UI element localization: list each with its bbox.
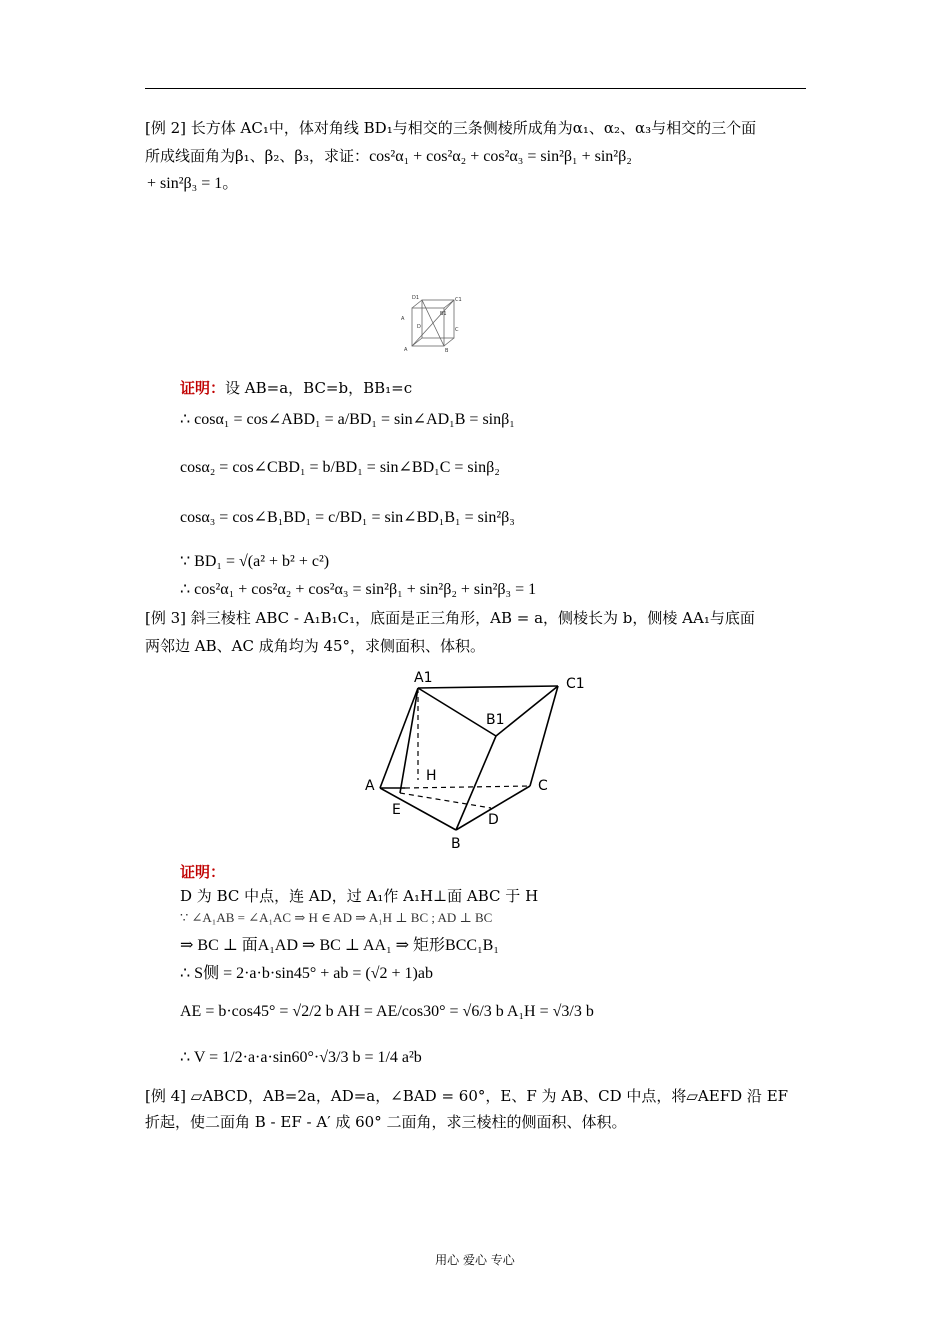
proof1-eq2 — [180, 458, 500, 478]
ex4-line2: 折起，使二面角 B - EF - A′ 成 60° 二面角，求三棱柱的侧面积、体积。 — [145, 1113, 627, 1131]
proof2-l6: ∴ V = 1/2·a·a·sin60°·√3/3 b = 1/4 a²b — [180, 1049, 422, 1066]
cube-label-1: C1 — [455, 297, 462, 303]
ex2-line3: + sin²β₃ = 1。 — [147, 175, 239, 192]
ex2-formula: cos²α₁ + cos²α₂ + cos²α₃ = sin²β₁ + sin²β₂ — [369, 148, 632, 165]
proof1-eq1-text: ∴ cosα₁ = cos∠ABD₁ = a/BD₁ = sin∠AD₁B = sinβ₁ — [180, 411, 515, 428]
proof2-label: 证明： — [180, 863, 226, 881]
proof1-label: 证明： — [180, 379, 226, 397]
proof1-eq3-text: cosα₃ = cos∠B₁BD₁ = c/BD₁ = sin∠BD₁B₁ = sin²β₃ — [180, 509, 515, 526]
page-footer: 用心 爱心 专心 — [435, 1253, 515, 1267]
prism-label-5: C — [538, 778, 548, 794]
proof1-eq2-text: cosα₂ = cos∠CBD₁ = b/BD₁ = sin∠BD₁C = sinβ₂ — [180, 459, 500, 476]
proof2-l4: ∴ S侧 = 2·a·b·sin45° + ab = (√2 + 1)ab — [180, 965, 433, 982]
prism-figure — [360, 668, 600, 854]
cube-figure — [398, 292, 464, 356]
proof1-header — [180, 378, 412, 398]
prism-label-2: B1 — [486, 712, 505, 728]
cube-label-5: C — [455, 327, 459, 333]
prism-label-3: H — [426, 768, 437, 784]
cube-label-4: D — [417, 324, 421, 330]
prism-label-0: A1 — [414, 670, 433, 686]
proof2-l2: ∵ ∠A₁AB = ∠A₁AC ⇒ H ∈ AD ⇒ A₁H ⊥ BC ; AD ⊥ BC — [180, 910, 493, 925]
prism-label-6: E — [392, 802, 401, 818]
proof2-l3: ⇒ BC ⊥ 面A₁AD ⇒ BC ⊥ AA₁ ⇒ 矩形BCC₁B₁ — [180, 937, 499, 954]
ex3-line1: [例 3] 斜三棱柱 ABC - A₁B₁C₁，底面是正三角形，AB = a，侧棱长为 b，侧棱 AA₁与底面 — [145, 609, 755, 627]
proof1-eq4: ∵ BD₁ = √(a² + b² + c²) — [180, 553, 330, 570]
prism-label-7: D — [488, 812, 499, 828]
header-rule — [145, 88, 806, 89]
ex2-line2-text: 所成线面角为β₁、β₂、β₃，求证： — [145, 147, 370, 165]
prism-label-4: A — [365, 778, 375, 794]
cube-label-6: A — [404, 347, 408, 353]
cube-label-0: D1 — [412, 295, 420, 301]
ex3-line2: 两邻边 AB、AC 成角均为 45°，求侧面积、体积。 — [145, 637, 486, 655]
prism-label-1: C1 — [566, 676, 585, 692]
proof1-eq5: ∴ cos²α₁ + cos²α₂ + cos²α₃ = sin²β₁ + sin²β₂ + sin²β₃ = 1 — [180, 581, 537, 598]
ex2-line1: [例 2] 长方体 AC₁中，体对角线 BD₁与相交的三条侧棱所成角为α₁、α₂、α₃与相交的三个面 — [145, 119, 757, 137]
proof2-l1: D 为 BC 中点，连 AD，过 A₁作 A₁H⊥面 ABC 于 H — [180, 887, 539, 905]
prism-label-8: B — [451, 836, 461, 852]
proof1-eq3 — [180, 508, 515, 528]
cube-label-3: A — [401, 316, 405, 322]
proof2-l5: AE = b·cos45° = √2/2 b AH = AE/cos30° = √6/3 b A₁H = √3/3 b — [180, 1003, 594, 1020]
ex4-line1: [例 4] ▱ABCD，AB=2a，AD=a，∠BAD = 60°，E、F 为 AB、CD 中点，将▱AEFD 沿 EF — [145, 1087, 789, 1105]
proof1-eq1 — [180, 410, 515, 430]
cube-label-2: B1 — [440, 311, 447, 317]
proof1-setup: 设 AB=a，BC=b，BB₁=c — [225, 379, 413, 397]
cube-label-7: B — [445, 348, 449, 354]
ex2-line2 — [145, 146, 632, 167]
